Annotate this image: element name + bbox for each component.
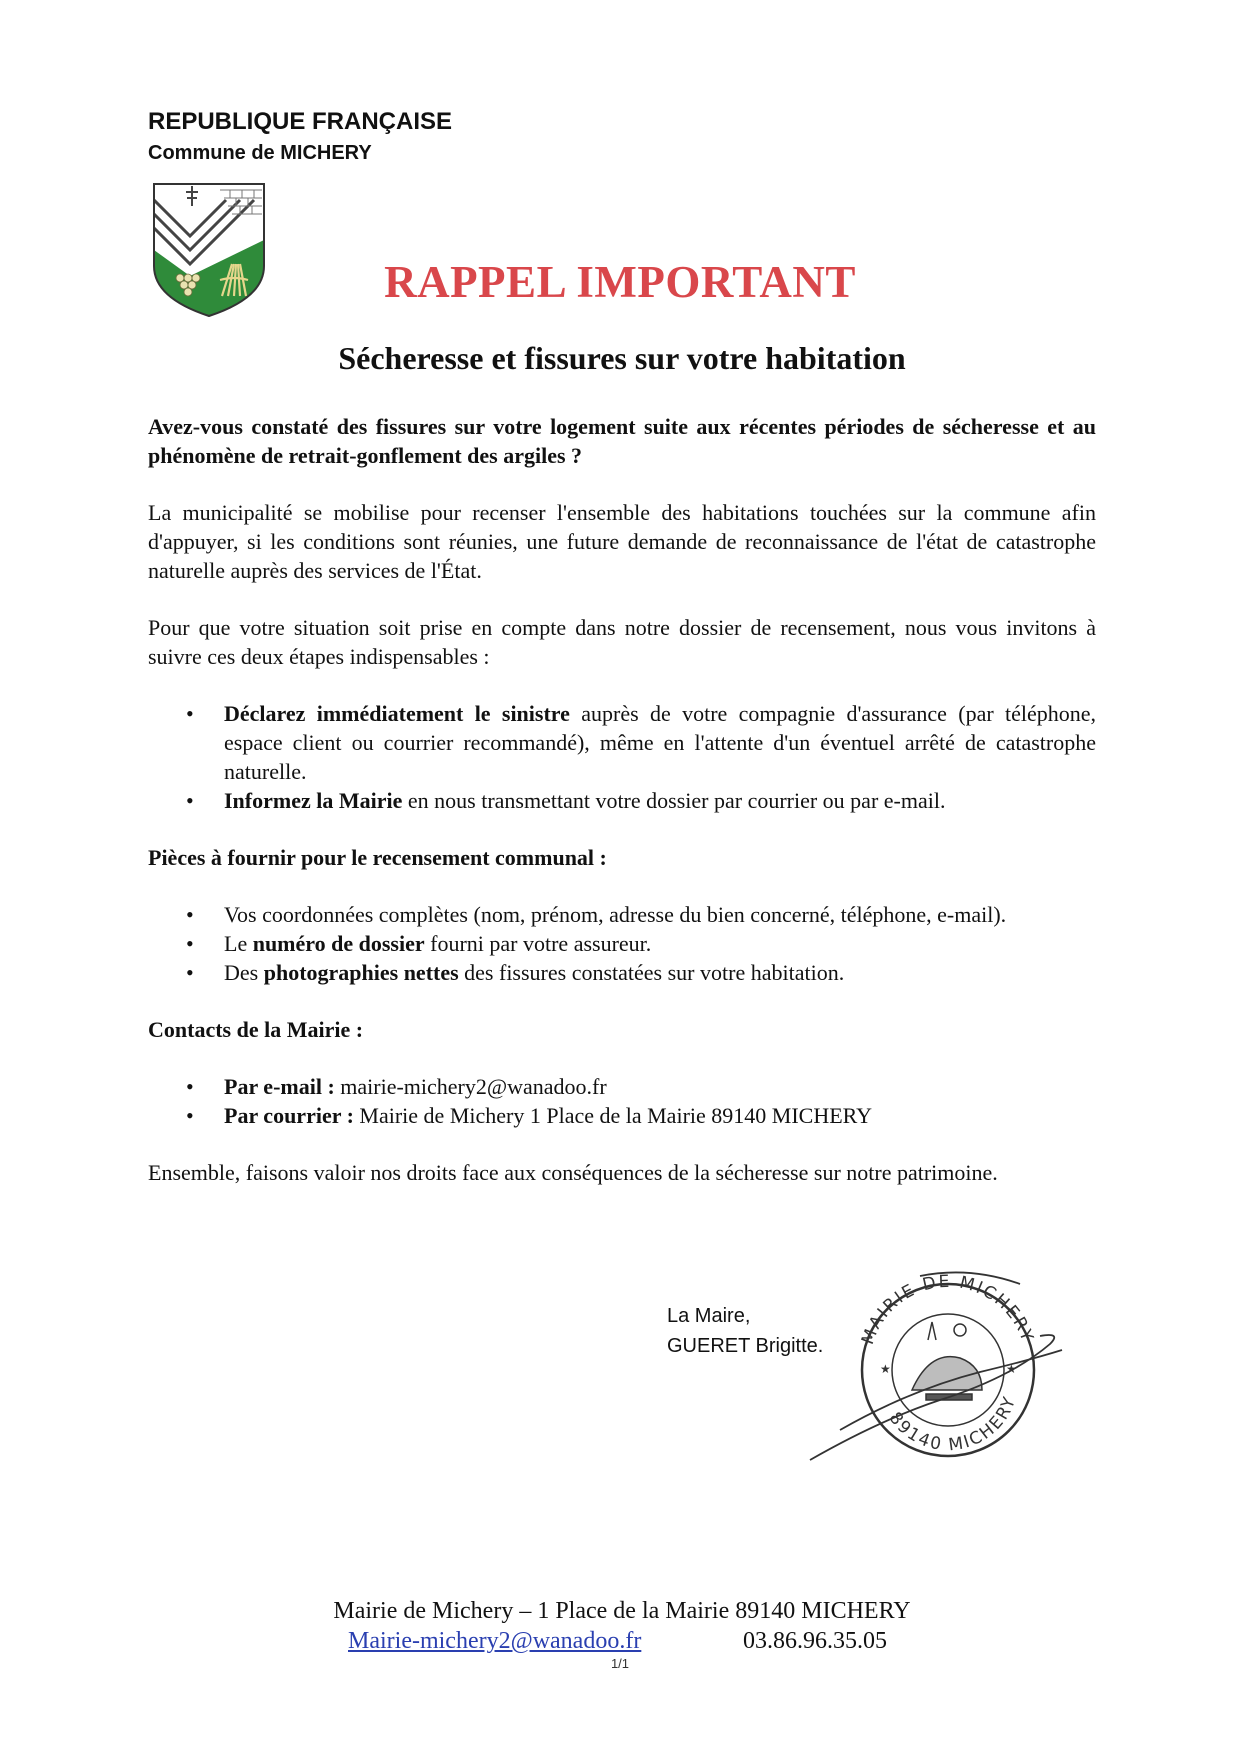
piece-post: fourni par votre assureur. (424, 931, 652, 956)
list-item (148, 699, 1096, 786)
letterhead (148, 106, 452, 168)
page-number: 1/1 (610, 1656, 630, 1671)
bullet-icon: • (186, 701, 194, 726)
bullet-icon: • (186, 1074, 194, 1099)
bullet-icon: • (186, 902, 194, 927)
coat-of-arms-icon (150, 180, 268, 320)
bullet-icon: • (186, 960, 194, 985)
list-item (148, 786, 1096, 815)
list-item (148, 958, 1096, 987)
step-bold: Informez la Mairie (224, 788, 403, 813)
steps-list (148, 699, 1096, 815)
step-bold: Déclarez immédiatement le sinistre (224, 701, 570, 726)
list-item (148, 1072, 1096, 1101)
contact-label: Par courrier : (224, 1103, 354, 1128)
list-item (148, 929, 1096, 958)
list-item (148, 900, 1096, 929)
step-text: auprès de votre compagnie d'assurance (par téléphone, espace client ou courrier recommandé), même en l'attente d'un éventuel arrêté de catastrophe naturelle. (224, 701, 1097, 784)
pieces-list (148, 900, 1096, 987)
signatory-role: La Maire, (667, 1305, 751, 1327)
contact-email: mairie-michery2@wanadoo.fr (334, 1074, 607, 1099)
piece-pre: Le (224, 931, 253, 956)
footer-address: Mairie de Michery – 1 Place de la Mairie 89140 MICHERY (333, 1598, 911, 1624)
page-footer (148, 1596, 1096, 1656)
mairie-stamp-icon (800, 1270, 1070, 1470)
commune-name: Commune de MICHERY (148, 142, 372, 164)
letter-body (148, 412, 1096, 1187)
contacts-heading: Contacts de la Mairie : (148, 1017, 364, 1042)
main-title: RAPPEL IMPORTANT (384, 257, 856, 307)
closing-paragraph: Ensemble, faisons valoir nos droits face aux conséquences de la sécheresse sur notre patrimoine. (148, 1160, 998, 1185)
paragraph-municipality: La municipalité se mobilise pour recenser l'ensemble des habitations touchées sur la commune afin d'appuyer, si les conditions sont réunies, une future demande de reconnaissance de l'état de catastrophe naturelle auprès des services de l'État. (148, 500, 1096, 583)
piece-bold: numéro de dossier (252, 931, 425, 956)
bullet-icon: • (186, 1103, 194, 1128)
intro-question: Avez-vous constaté des fissures sur votre logement suite aux récentes périodes de sécheresse et au phénomène de retrait-gonflement des argiles ? (148, 414, 1096, 468)
bullet-icon: • (186, 931, 194, 956)
svg-text:89140 MICHERY (885, 1393, 1021, 1455)
republic-heading: REPUBLIQUE FRANÇAISE (148, 108, 453, 135)
bullet-icon: • (186, 788, 194, 813)
piece-text: Vos coordonnées complètes (nom, prénom, adresse du bien concerné, téléphone, e-mail). (224, 902, 1007, 927)
stamp-bottom-text: 89140 MICHERY (884, 1392, 1021, 1456)
piece-post: des fissures constatées sur votre habitation. (458, 960, 845, 985)
svg-text:★: ★ (880, 1362, 891, 1376)
piece-pre: Des (224, 960, 264, 985)
step-text: en nous transmettant votre dossier par courrier ou par e-mail. (402, 788, 946, 813)
paragraph-census: Pour que votre situation soit prise en compte dans notre dossier de recensement, nous vous invitons à suivre ces deux étapes indispensables : (148, 615, 1096, 669)
contact-address: Mairie de Michery 1 Place de la Mairie 89140 MICHERY (353, 1103, 873, 1128)
signatory-name: GUERET Brigitte. (667, 1335, 824, 1357)
piece-bold: photographies nettes (263, 960, 459, 985)
stamp-top-text: MAIRIE DE MICHERY (857, 1271, 1038, 1348)
list-item (148, 1101, 1096, 1130)
contact-label: Par e-mail : (224, 1074, 335, 1099)
contacts-list (148, 1072, 1096, 1130)
footer-email-link[interactable]: Mairie-michery2@wanadoo.fr (348, 1628, 642, 1654)
pieces-heading: Pièces à fournir pour le recensement communal : (148, 845, 607, 870)
subtitle: Sécheresse et fissures sur votre habitation (338, 340, 906, 376)
footer-phone: 03.86.96.35.05 (743, 1628, 887, 1654)
svg-text:MAIRIE DE MICHERY (858, 1272, 1037, 1347)
svg-text:★: ★ (1006, 1362, 1017, 1376)
